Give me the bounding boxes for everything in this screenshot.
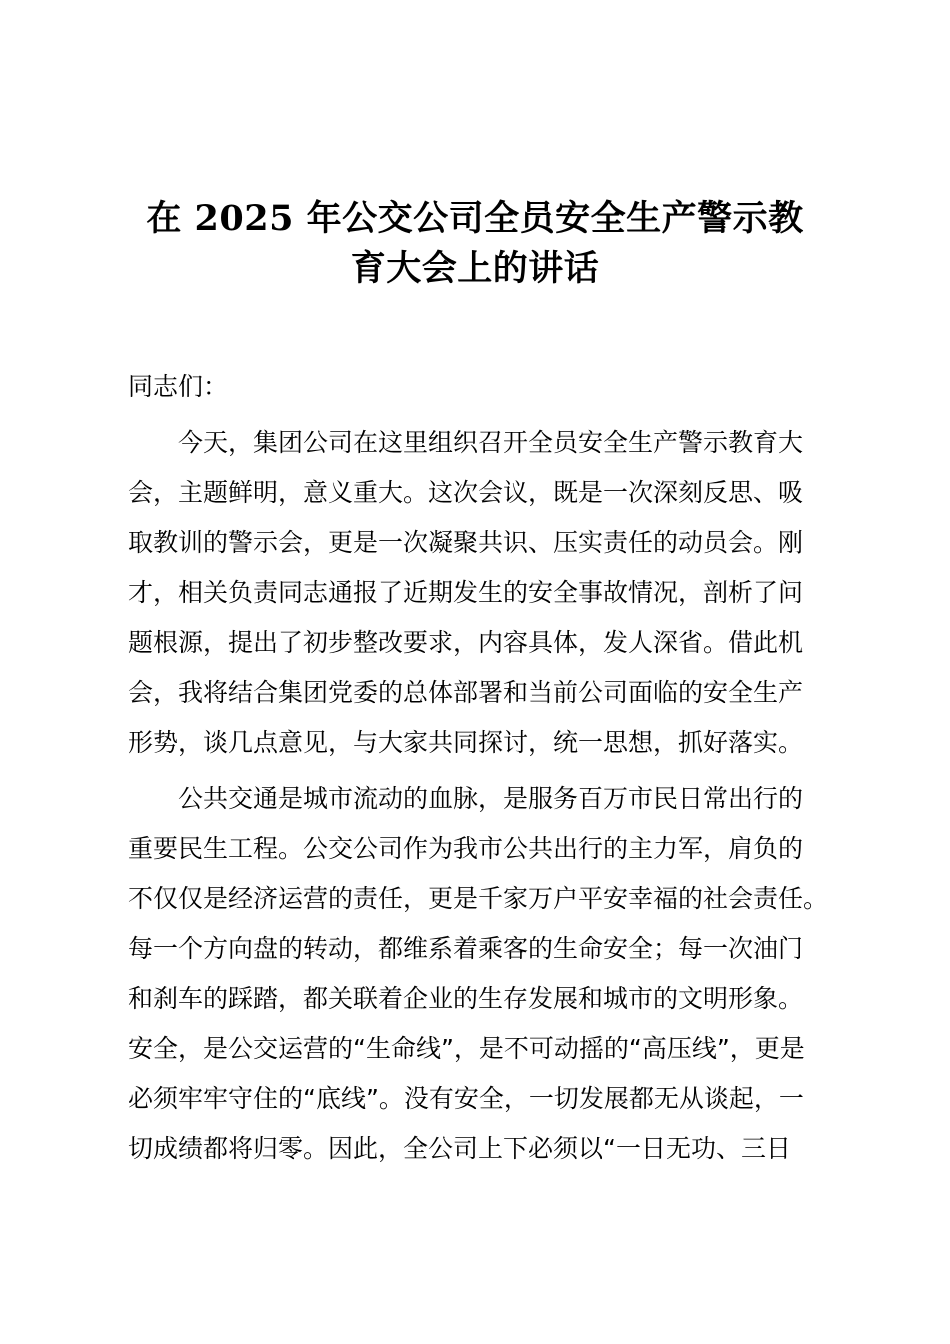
- text-line: 必须牢牢守住的“底线”。没有安全，一切发展都无从谈起，一: [128, 1084, 804, 1113]
- text-line: 会，主题鲜明，意义重大。这次会议，既是一次深刻反思、吸: [128, 478, 804, 507]
- text-line: 题根源，提出了初步整改要求，内容具体，发人深省。借此机: [128, 628, 804, 657]
- text-line: 取教训的警示会，更是一次凝聚共识、压实责任的动员会。刚: [128, 528, 804, 557]
- title-line: 在 2025 年公交公司全员安全生产警示教: [146, 198, 804, 239]
- text-line: 安全，是公交运营的“生命线”，是不可动摇的“高压线”，更是: [128, 1034, 805, 1063]
- text-line: 每一个方向盘的转动，都维系着乘客的生命安全；每一次油门: [128, 934, 804, 963]
- paragraph: [128, 418, 828, 768]
- text-line: 和刹车的踩踏，都关联着企业的生存发展和城市的文明形象。: [128, 984, 804, 1013]
- text-line: 形势，谈几点意见，与大家共同探讨，统一思想，抓好落实。: [128, 728, 804, 757]
- text-line: 重要民生工程。公交公司作为我市公共出行的主力军，肩负的: [128, 834, 804, 863]
- text-line: 切成绩都将归零。因此，全公司上下必须以“一日无功、三日: [128, 1134, 791, 1163]
- text-line: 今天，集团公司在这里组织召开全员安全生产警示教育大: [128, 428, 804, 457]
- title-line: 育大会上的讲话: [350, 248, 600, 289]
- text-line: 公共交通是城市流动的血脉，是服务百万市民日常出行的: [128, 784, 804, 813]
- text-line: 会，我将结合集团党委的总体部署和当前公司面临的安全生产: [128, 678, 804, 707]
- paragraph: [128, 774, 828, 1174]
- salutation: 同志们：: [128, 372, 229, 401]
- document-title: [120, 194, 830, 294]
- text-line: 不仅仅是经济运营的责任，更是千家万户平安幸福的社会责任。: [128, 884, 829, 913]
- document-body: [128, 362, 828, 1180]
- text-line: 才，相关负责同志通报了近期发生的安全事故情况，剖析了问: [128, 578, 804, 607]
